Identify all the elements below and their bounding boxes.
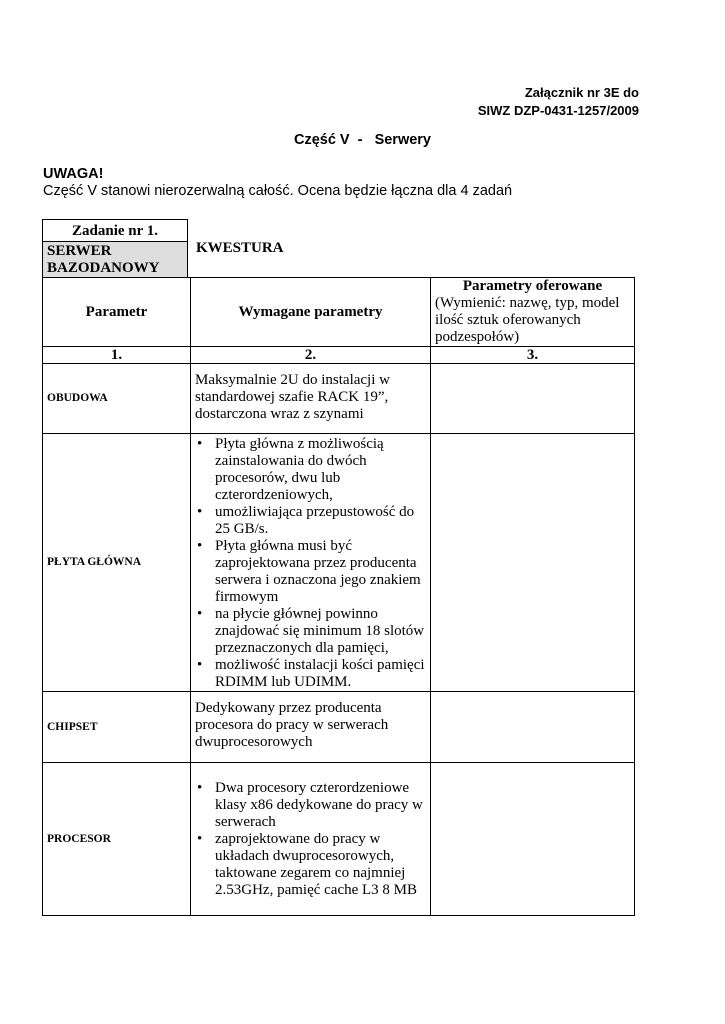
spec-table	[42, 277, 635, 916]
offer-chipset[interactable]	[431, 692, 635, 763]
table-header-row	[43, 278, 635, 347]
col2-header: Wymagane parametry	[191, 278, 431, 347]
req-obudowa: Maksymalnie 2U do instalacji w standardowej szafie RACK 19”, dostarczona wraz z szynami	[191, 364, 431, 434]
col3-header	[431, 278, 635, 347]
list-item: • Płyta główna z możliwością zainstalowania do dwóch procesorów, dwu lub czterordzeniowych,	[215, 436, 426, 504]
list-item: • umożliwiająca przepustowość do 25 GB/s.	[215, 504, 426, 538]
offer-plyta-glowna[interactable]	[431, 434, 635, 692]
task-name	[42, 241, 188, 278]
notice-heading: UWAGA!	[43, 166, 104, 182]
col-number-1: 1.	[43, 347, 191, 364]
task-label: Zadanie nr 1.	[42, 219, 188, 242]
table-row	[43, 364, 635, 434]
offer-obudowa[interactable]	[431, 364, 635, 434]
attachment-header	[478, 84, 639, 120]
param-obudowa: OBUDOWA	[43, 364, 191, 434]
task-name-line-1: SERWER	[47, 243, 112, 259]
req-plyta-glowna	[191, 434, 431, 692]
list-item: • zaprojektowane do pracy w układach dwuprocesorowych, taktowane zegarem co najmniej 2.53GHz, pamięć cache L3 8 MB	[215, 831, 426, 899]
param-procesor: PROCESOR	[43, 763, 191, 916]
column-number-row	[43, 347, 635, 364]
task-name-line-2: BAZODANOWY	[47, 260, 160, 276]
list-item: • na płycie głównej powinno znajdować się minimum 18 slotów przeznaczonych dla pamięci,	[215, 606, 426, 657]
list-item: • Dwa procesory czterordzeniowe klasy x86 dedykowane do pracy w serwerach	[215, 780, 426, 831]
col3-header-title: Parametry oferowane	[462, 278, 603, 294]
col1-header: Parametr	[43, 278, 191, 347]
notice-text: Część V stanowi nierozerwalną całość. Ocena będzie łączna dla 4 zadań	[43, 183, 513, 199]
offer-procesor[interactable]	[431, 763, 635, 916]
col-number-3: 3.	[431, 347, 635, 364]
attachment-line-1: Załącznik nr 3E do	[524, 85, 639, 100]
col-number-2: 2.	[191, 347, 431, 364]
list-item: • możliwość instalacji kości pamięci RDIMM lub UDIMM.	[215, 657, 426, 691]
table-row	[43, 692, 635, 763]
param-chipset: CHIPSET	[43, 692, 191, 763]
table-row	[43, 434, 635, 692]
req-procesor	[191, 763, 431, 916]
param-plyta-glowna: PŁYTA GŁÓWNA	[43, 434, 191, 692]
table-row	[43, 763, 635, 916]
col3-header-note: (Wymienić: nazwę, typ, model ilość sztuk oferowanych podzespołów)	[435, 295, 620, 345]
attachment-line-2: SIWZ DZP-0431-1257/2009	[477, 103, 639, 118]
part-title: Część V - Serwery	[293, 132, 431, 148]
list-item: • Płyta główna musi być zaprojektowana przez producenta serwera i oznaczona jego znakiem firmowym	[215, 538, 426, 606]
task-unit: KWESTURA	[196, 240, 284, 256]
req-chipset: Dedykowany przez producenta procesora do pracy w serwerach dwuprocesorowych	[191, 692, 431, 763]
